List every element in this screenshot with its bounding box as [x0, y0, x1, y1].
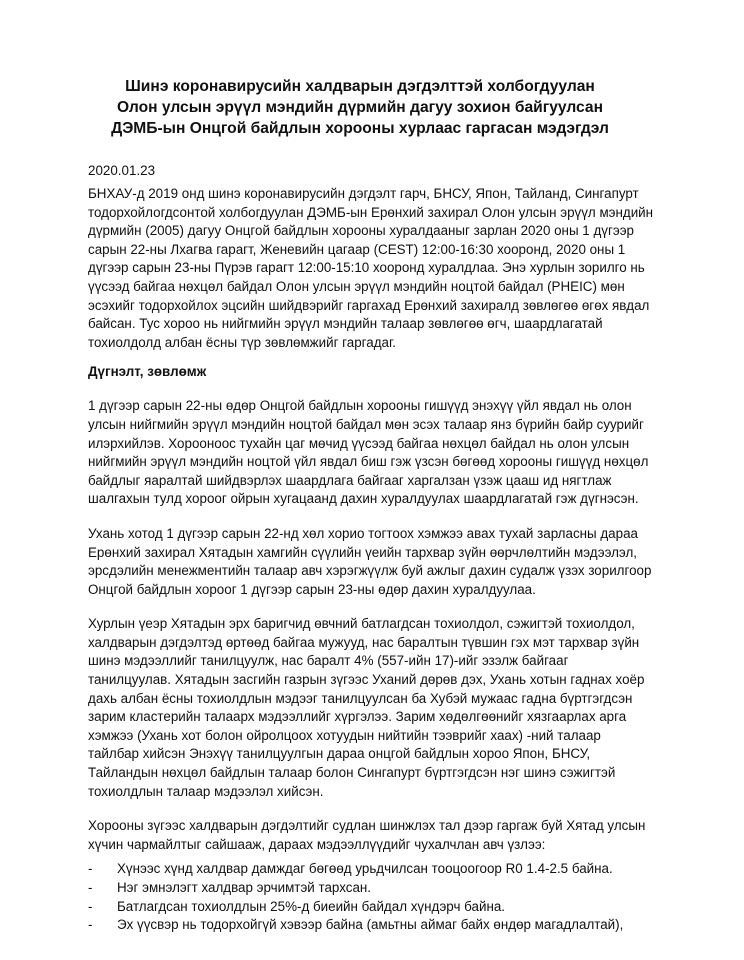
intro-line: тодорхойлогдсонтой холбогдуулан ДЭМБ-ын Ерөнхий захирал Олон улсын эрүүл мэндийн — [88, 204, 654, 220]
paragraph-line: нийгмийн эрүүл мэндийн ноцтой үйл явдал биш гэж үзсэн бөгөөд хорооны гишүүд нөхцөл — [88, 454, 649, 470]
bullet-marker: - — [88, 880, 93, 895]
paragraph-line: хүчин чармайлтыг сайшааж, дараах мэдээллүүдийг чухалчлан авч үзлээ: — [88, 836, 546, 852]
paragraph-line: халдварын дэгдэлтэд өртөөд байгаа мужууд, нас баралтын түвшин гэх мэт тархвар зүйн — [88, 634, 640, 650]
title-line-3: ДЭМБ-ын Онцгой байдлын хорооны хурлаас гаргасан мэдэгдэл — [111, 120, 609, 137]
intro-line: тохиолдолд албан ёсны түр зөвлөмжийг гаргадаг. — [88, 334, 396, 350]
intro-line: дүгээр сарын 23-ны Пүрэв гарагт 12:00-15:10 хооронд хуралдлаа. Энэ хурлын зорилго нь — [88, 260, 645, 276]
bullet-item — [88, 879, 624, 898]
paragraph-line: улсын нийгмийн эрүүл мэндийн ноцтой байдал мөн эсэх талаар янз бүрийн байр суурийг — [88, 416, 644, 432]
paragraph-line: тайлбар хийсэн Энэхүү танилцуулгын дараа онцгой байдлын хороо Япон, БНСУ, — [88, 746, 591, 762]
paragraph-line: Хурлын үеэр Хятадын эрх баригчид өвчний батлагдсан тохиолдол, сэжигтэй тохиолдол, — [88, 616, 635, 632]
paragraph-line: Тайландын нөхцөл байдлын талаар болон Сингапурт бүртгэгдсэн нэг шинэ сэжигтэй — [88, 765, 616, 781]
paragraph-line: зарим кластерийн талаарх мэдээллийг хүргэлээ. Зарим хөдөлгөөнийг хязгаарлах арга — [88, 709, 627, 725]
spacer — [88, 381, 624, 392]
bullet-marker: - — [88, 898, 93, 914]
intro-paragraph — [88, 185, 654, 352]
bullet-text: Хүнээс хүнд халдвар дамждаг бөгөөд урьдчилсан тооцоогоор R0 1.4-2.5 байна. — [117, 861, 613, 877]
paragraph-line: хэмжээ (Ухань хот болон ойролцоох хотуудын нийтийн тээврийг хаах) -ний талаар — [88, 727, 601, 743]
document-title — [88, 76, 624, 139]
paragraph-line: илэрхийлэв. Хорооноос тухайн цаг мөчид үүсээд байгаа нөхцөл байдал нь олон улсын — [88, 435, 630, 451]
paragraph-line: 1 дүгээр сарын 22-ны өдөр Онцгой байдлын хорооны гишүүд энэхүү үйл явдал нь олон — [88, 398, 632, 414]
paragraph-line: байдлыг яаралтай шийдвэрлэх шаардлага байгааг харгалзан үзэж цааш ид нягтлаж — [88, 472, 612, 488]
bullet-item — [88, 860, 624, 879]
paragraph-line: шинэ мэдээллийг танилцуулж, нас баралт 4% (557-ийн 17)-ийг эзэлж байгааг — [88, 653, 569, 669]
paragraph-line: дахь албан ёсны тохиолдлын мэдээг танилцуулсан ба Хубэй мужаас гадна бүртгэгдсэн — [88, 690, 633, 706]
spacer — [88, 509, 624, 520]
intro-line: дүрмийн (2005) дагуу Онцгой байдлын хорооны хуралдааныг зарлан 2020 оны 1 дүгээр — [88, 223, 634, 239]
intro-line: сарын 22-ны Лхагва гарагт, Женевийн цагаар (CEST) 12:00-16:30 хооронд, 2020 оны 1 — [88, 241, 626, 257]
paragraph-1 — [88, 397, 649, 509]
intro-line: БНХАУ-д 2019 онд шинэ коронавирусийн дэгдэлт гарч, БНСУ, Япон, Тайланд, Сингапурт — [88, 186, 639, 201]
spacer — [88, 801, 624, 812]
intro-line: үүсээд байгаа нөхцөл байдал Олон улсын эрүүл мэндийн ноцтой байдал (PHEIC) мөн — [88, 278, 625, 294]
bullet-list — [88, 860, 624, 934]
paragraph-2 — [88, 525, 652, 599]
spacer — [88, 599, 624, 610]
paragraph-line: Ерөнхий захирал Хятадын хамгийн сүүлийн үеийн тархвар зүйн өөрчлөлтийн мэдээлэл, — [88, 544, 638, 560]
intro-line: эсэхийг тодорхойлох эцсийн шийдвэрийг гаргахад Ерөнхий захиралд зөвлөгөө өгөх явдал — [88, 297, 650, 313]
paragraph-line: тохиолдлын талаар мэдээлэл хийсэн. — [88, 783, 324, 799]
intro-line: байсан. Тус хороо нь нийгмийн эрүүл мэндийн талаар зөвлөгөө өгч, шаардлагатай — [88, 316, 603, 332]
paragraph-line: шалгахын тулд хороог ойрын хугацаанд дахин хуралдуулах шаардлагатай гэж дүгнэсэн. — [88, 491, 639, 507]
paragraph-line: эрсдэлийн менежментийн талаар авч хэрэгжүүлж буй ажлыг дахин судалж үзэх зорилгоор — [88, 563, 652, 579]
paragraph-line: танилцуулав. Хятадын засгийн газрын зүгээс Уханий дөрөв дэх, Ухань хотын гаднах хоёр — [88, 672, 645, 688]
title-line-1: Шинэ коронавирусийн халдварын дэгдэлттэй холбогдуулан — [125, 78, 595, 95]
bullet-text: Батлагдсан тохиолдлын 25%-д биеийн байдал хүндэрч байна. — [117, 898, 506, 914]
bullet-text: Эх үүсвэр нь тодорхойгүй хэвээр байна (амьтны аймаг байх өндөр магадлалтай), — [117, 917, 624, 933]
document-date: 2020.01.23 — [88, 163, 156, 178]
bullet-item — [88, 898, 624, 917]
paragraph-line: Ухань хотод 1 дүгээр сарын 22-нд хөл хорио тогтоох хэмжээ авах тухай зарласны дараа — [88, 525, 638, 541]
title-line-2: Олон улсын эрүүл мэндийн дүрмийн дагуу зохион байгуулсан — [116, 99, 604, 116]
paragraph-line: Онцгой байдлын хороог 1 дүгээр сарын 23-ны өдөр дахин хуралдуулаа. — [88, 581, 536, 597]
paragraph-3 — [88, 615, 645, 801]
bullet-item — [88, 916, 624, 935]
bullet-marker: - — [88, 917, 93, 933]
paragraph-line: Хорооны зүгээс халдварын дэгдэлтийг судлан шинжлэх тал дээр гаргаж буй Хятад улсын — [88, 818, 646, 834]
paragraph-4 — [88, 817, 646, 854]
bullet-text: Нэг эмнэлэгт халдвар эрчимтэй тархсан. — [117, 880, 372, 895]
section-heading: Дүгнэлт, зөвлөмж — [88, 364, 207, 380]
bullet-marker: - — [88, 861, 93, 877]
